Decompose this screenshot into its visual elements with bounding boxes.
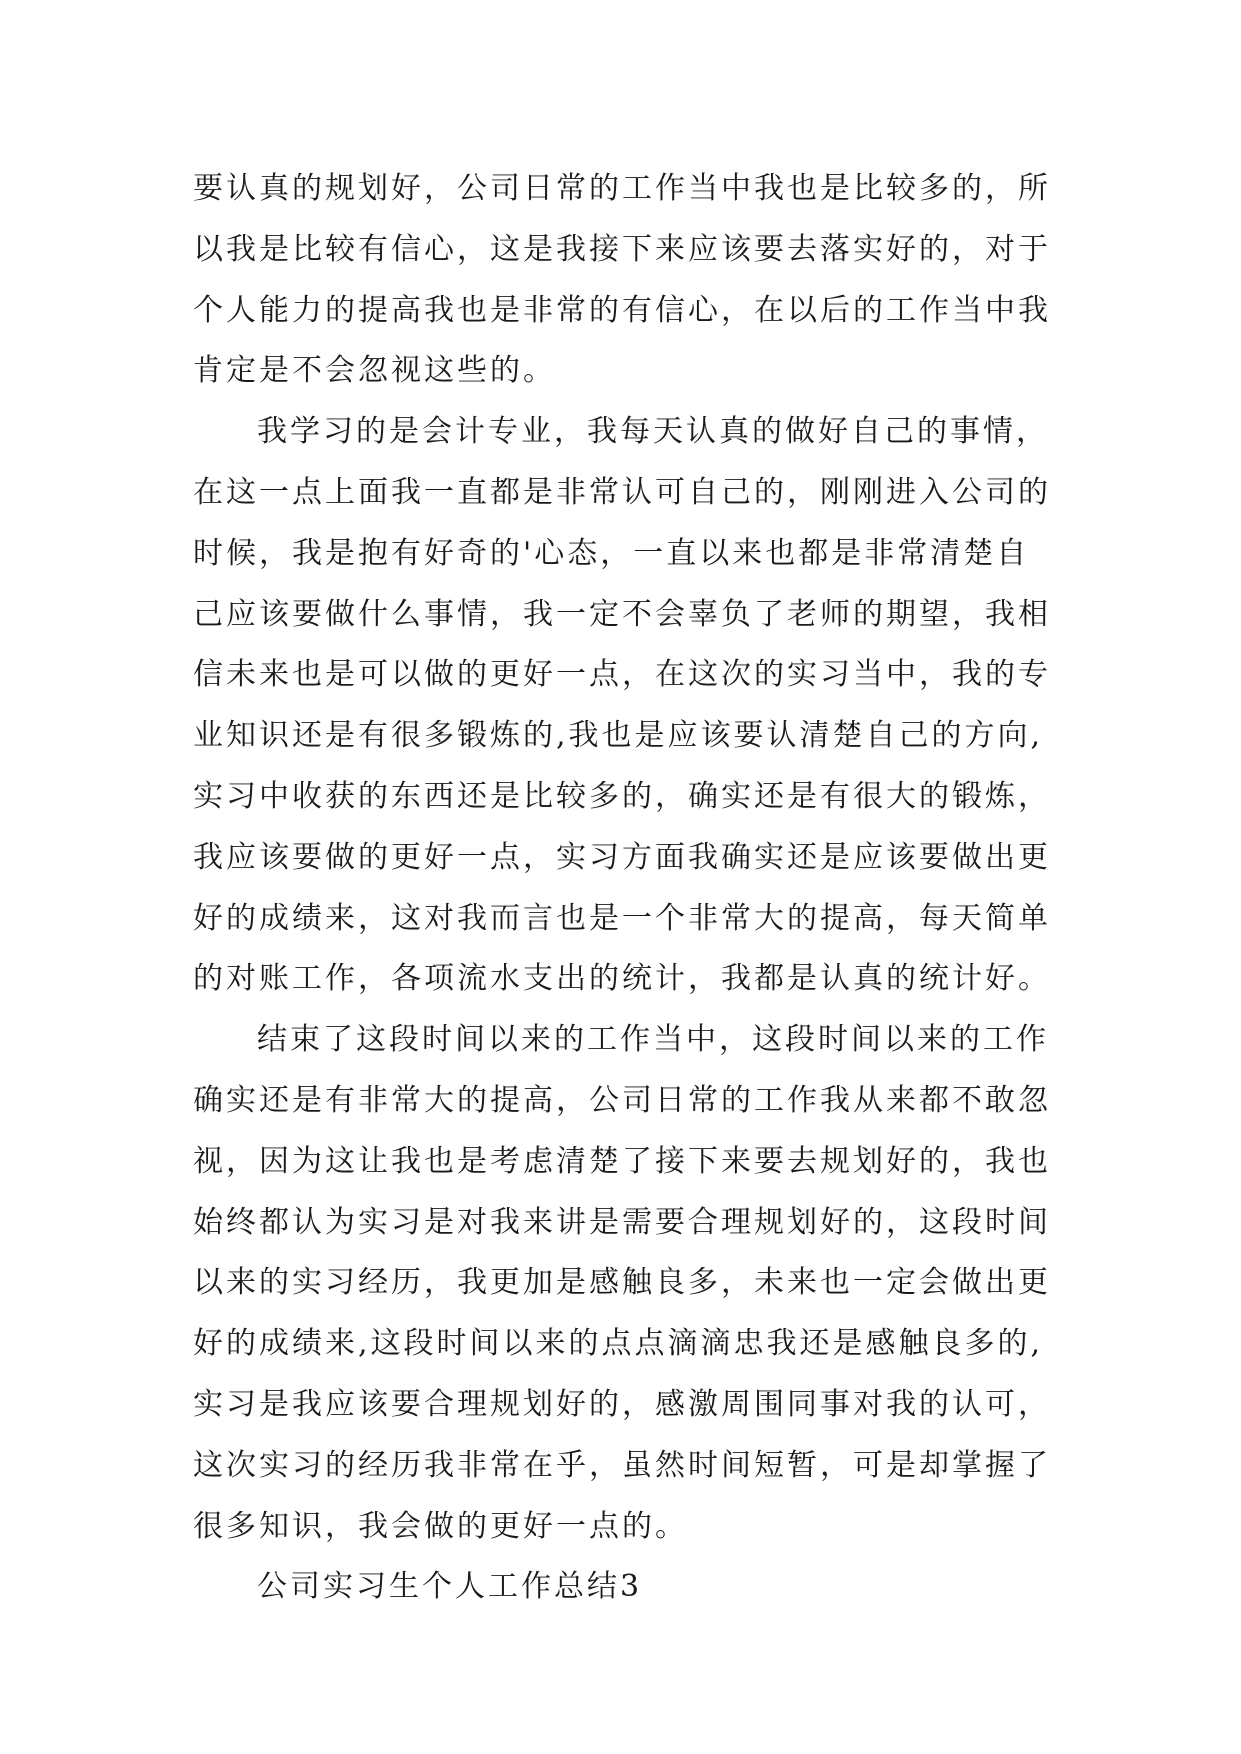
text-line: 我应该要做的更好一点，实习方面我确实还是应该要做出更 [193, 839, 1051, 875]
document-body [193, 159, 1061, 1618]
text-line: 好的成绩来，这对我而言也是一个非常大的提高，每天简单 [193, 900, 1051, 936]
text-line: 我学习的是会计专业，我每天认真的做好自己的事情， [257, 414, 1049, 450]
text-line: 实习是我应该要合理规划好的，感激周围同事对我的认可， [193, 1386, 1051, 1422]
text-line: 肯定是不会忽视这些的。 [193, 353, 556, 389]
text-line: 好的成绩来,这段时间以来的点点滴滴忠我还是感触良多的, [193, 1326, 1044, 1362]
paragraph [193, 1557, 1061, 1618]
text-line: 始终都认为实习是对我来讲是需要合理规划好的，这段时间 [193, 1204, 1051, 1240]
text-line: 信未来也是可以做的更好一点，在这次的实习当中，我的专 [193, 657, 1051, 693]
text-line: 要认真的规划好，公司日常的工作当中我也是比较多的，所 [193, 171, 1051, 206]
text-line: 很多知识，我会做的更好一点的。 [193, 1508, 688, 1544]
text-line: 在这一点上面我一直都是非常认可自己的，刚刚进入公司的 [193, 474, 1051, 510]
text-line: 己应该要做什么事情，我一定不会辜负了老师的期望，我相 [193, 596, 1051, 632]
text-line: 这次实习的经历我非常在乎，虽然时间短暂，可是却掌握了 [193, 1447, 1051, 1483]
text-line: 的对账工作，各项流水支出的统计，我都是认真的统计好。 [193, 961, 1051, 997]
text-line: 结束了这段时间以来的工作当中，这段时间以来的工作 [257, 1022, 1049, 1058]
paragraph [193, 1010, 1061, 1557]
text-line: 公司实习生个人工作总结3 [257, 1569, 643, 1605]
paragraph [193, 159, 1061, 402]
text-line: 时候，我是抱有好奇的'心态，一直以来也都是非常清楚自 [193, 535, 1030, 571]
text-line: 实习中收获的东西还是比较多的，确实还是有很大的锻炼， [193, 778, 1051, 814]
text-line: 业知识还是有很多锻炼的,我也是应该要认清楚自己的方向, [193, 718, 1044, 754]
text-line: 以我是比较有信心，这是我接下来应该要去落实好的，对于 [193, 231, 1051, 267]
text-line: 视，因为这让我也是考虑清楚了接下来要去规划好的，我也 [193, 1143, 1051, 1179]
text-line: 确实还是有非常大的提高，公司日常的工作我从来都不敢忽 [193, 1082, 1051, 1118]
text-line: 个人能力的提高我也是非常的有信心，在以后的工作当中我 [193, 292, 1051, 328]
paragraph [193, 402, 1061, 1010]
text-line: 以来的实习经历，我更加是感触良多，未来也一定会做出更 [193, 1265, 1051, 1301]
